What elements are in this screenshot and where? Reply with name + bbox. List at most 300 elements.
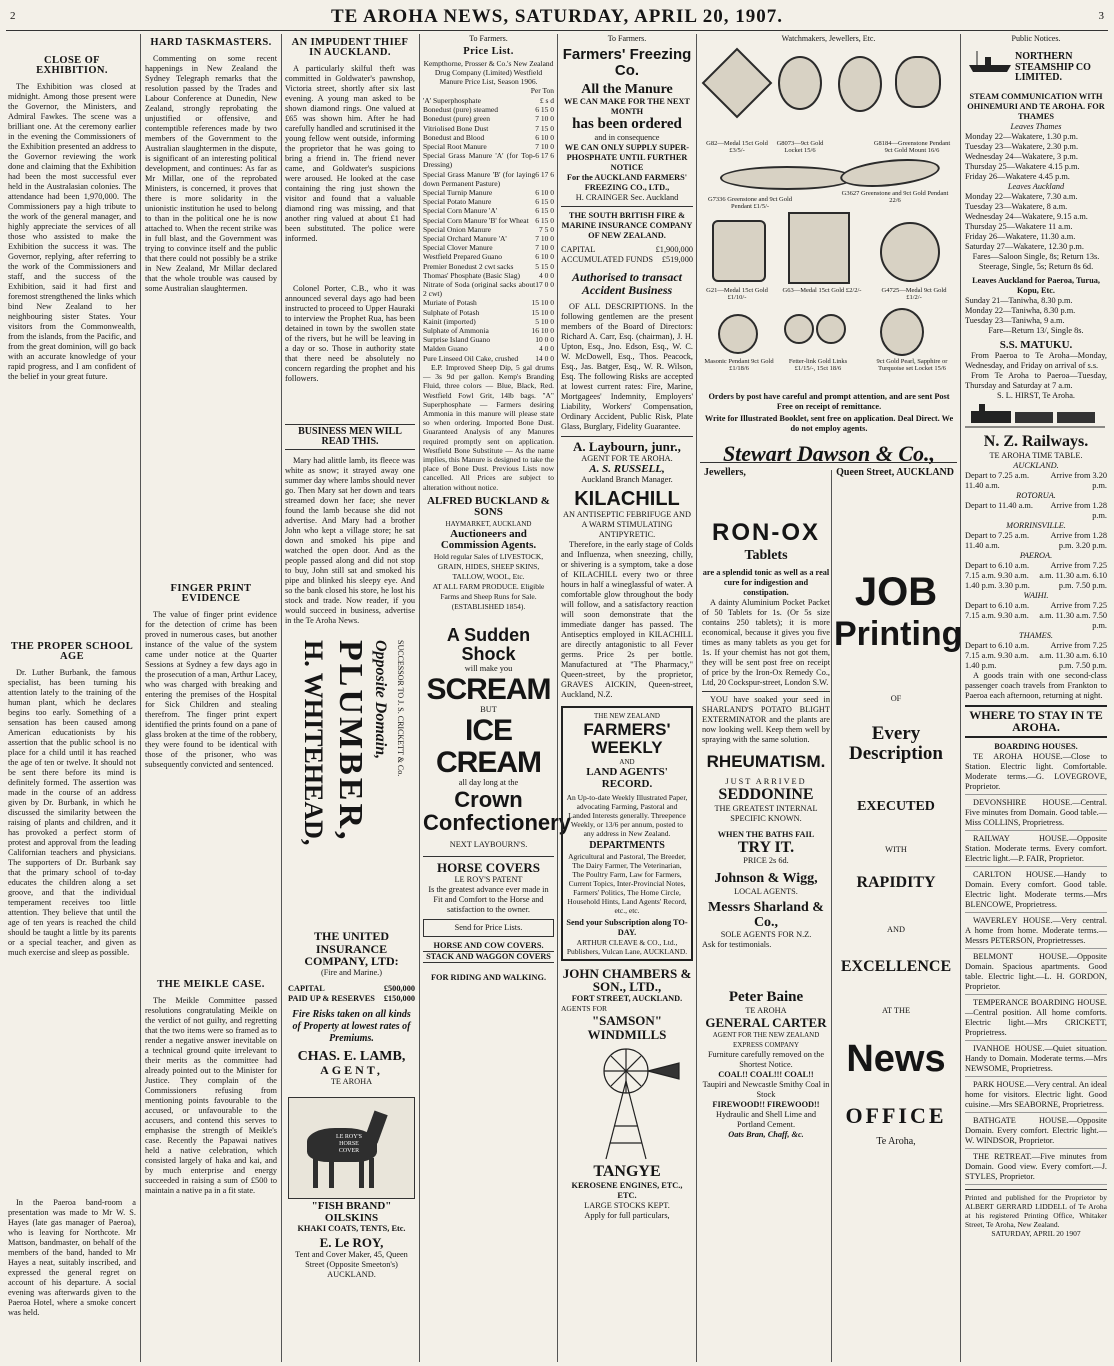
lamb-name: CHAS. E. LAMB, xyxy=(297,1048,406,1064)
column-5 xyxy=(561,34,693,1359)
locket-icon xyxy=(838,56,882,112)
boarding-house-entry: BELMONT HOUSE.—Opposite Domain. Spacious apartments. Good table. Electric light.—L. H. GORDON, Proprietor. xyxy=(965,952,1107,995)
fw-dept-text: Agricultural and Pastoral, The Breeder, The Dairy Farmer, The Veterinarian, The Poultry Farm, Law for Farmers, Current Topics, Inter-Provincial Notes, Farmers' Politics, The Home Circle, Household Hints, Land Agents' Record, etc., etc. xyxy=(567,851,687,915)
boarding-house-entry: BATHGATE HOUSE.—Opposite Domain. Every comfort. Electric light.—W. WINDSOR, Proprietor. xyxy=(965,1116,1107,1149)
price-row xyxy=(423,133,554,142)
price-row xyxy=(423,170,554,188)
fish-brand: "FISH BRAND" OILSKINS xyxy=(311,1200,392,1224)
boarding-house-list xyxy=(965,752,1107,1185)
article-text: Mary had alittle lamb, its fleece was white as snow; it strayed away one summer day where lambs should never go. Then Mary sat her down and tears streamed down her face; she never found the lamb because she did not advertise. And Mary had a brother John who kept a village store; he sat down and smoked his pipe and watched the open door. And as the people passed along and did not stop to buy, John still sat and smoked his pipe and blinked his sleepy eye. And so the bank closed his store, he lost his stock and trade. Now reader, if you would succeed in business, advertise in the Te Aroha News. xyxy=(285,456,415,625)
johnson-wigg-role: LOCAL AGENTS. xyxy=(734,887,798,896)
rail-row xyxy=(965,501,1107,521)
price-row xyxy=(423,344,554,353)
price-value: 5 10 0 xyxy=(535,316,554,326)
column-2 xyxy=(145,34,277,1359)
column-heading: Watchmakers, Jewellers, Etc. xyxy=(781,34,876,43)
jewel-label: G4725—Medal 9ct Gold £1/2/- xyxy=(881,287,947,301)
horse-text: Is the greatest advance ever made in Fit and Comfort to the Horse and satisfaction to the owner. xyxy=(428,885,549,915)
price-value: 6 17 6 xyxy=(535,169,554,179)
boarding-house-entry: TE AROHA HOUSE.—Close to Station. Electric light. Comfortable. Moderate terms.—G. LOVEGROVE, Proprietor. xyxy=(965,752,1107,795)
article-heading: BUSINESS MEN WILL READ THIS. xyxy=(285,424,415,450)
windmill-tail xyxy=(648,1063,679,1079)
whitehead-trade: PLUMBER, xyxy=(332,640,369,843)
price-item: Special Root Manure xyxy=(423,142,487,152)
horse-patent: LE ROY'S PATENT xyxy=(454,875,523,885)
rapidity-text: RAPIDITY xyxy=(856,873,936,891)
freezing-line: and in consequence xyxy=(594,132,660,142)
rail-arrive: Arrive from 3.20 p.m. xyxy=(1050,470,1107,490)
office-text: OFFICE xyxy=(845,1103,947,1129)
fares-text: Fares—Saloon Single, 8s; Return 13s. Steerage, Single, 5s; Return 8s 6d. xyxy=(972,251,1100,271)
price-text: PRICE 2s 6d. xyxy=(743,856,789,866)
rail-place: MORRINSVILLE. xyxy=(1006,520,1066,530)
risks-text: Fire Risks taken on all kinds of Property at lowest rates of Premiums. xyxy=(292,1008,411,1044)
schedule-row: Wednesday 24—Wakatere, 9.15 a.m. xyxy=(965,211,1088,221)
price-item: Sulphate of Potash xyxy=(423,307,480,317)
where-to-stay: WHERE TO STAY IN TE AROHA. xyxy=(965,705,1107,738)
schedule-row: Thursday 25—Wakatere 11 a.m. xyxy=(965,221,1073,231)
article-heading: CLOSE OF EXHIBITION. xyxy=(36,55,108,76)
page-number-left: 2 xyxy=(10,10,16,22)
price-value: 7 10 0 xyxy=(535,142,554,152)
jewel-label: G21—Medal 15ct Gold £1/10/- xyxy=(706,287,768,301)
executed-text: EXECUTED xyxy=(857,798,935,814)
boarding-house-entry: CARLTON HOUSE.—Handy to Domain. Every comfort. Good table. Electric light. Moderate terms.—Mrs BLENCOWE, Proprietress. xyxy=(965,870,1107,913)
write-text: Write for Illustrated Booklet, sent free on application. Deal Direct. We do not employ agents. xyxy=(704,414,954,433)
samson-windmills: "SAMSON" WINDMILLS xyxy=(587,1012,667,1042)
scream-text: SCREAM xyxy=(426,672,551,706)
article-text: Colonel Porter, C.B., who it was announced several days ago had been instructed to proceed to Upper Hauraki to interview the Prophet Rua, has been detained in town by the swollen state of the rivers, but he will be leaving in a day or so. Those in authority state that there need be absolutely no concern regarding the prophet and his followers. xyxy=(285,284,415,383)
sharland-ad: YOU have soaked your seed in SHARLAND'S POTATO BLIGHT EXTERMINATOR and the plants are now looking well. Keep them well by spraying with the same solution. xyxy=(702,691,830,745)
sb-capital-row xyxy=(561,245,693,255)
price-item: Special Grass Manure 'A' (for Top-Dressing) xyxy=(423,151,536,170)
tangye-subtitle: KEROSENE ENGINES, ETC., ETC. xyxy=(571,1180,683,1200)
article-text: Commenting on some recent happenings in New Zealand the Sydney Telegraph remarks that the resolution passed by the Trades and Labour Conference at Dunedin, New Zealand, strongly reprobating the unjustified or offensive, and contemptible references made by two members of the Government to the Australian slaughtermen in the dispute, is significant of an interesting political development, and continues: As far as Mr Millar, one of the reprobated Ministers, is concerned, it proves that there is more solidarity in the unionistic institution he used to belong to than in the political one he is now attached to. When the recent strike was in full blast, and the Government was trying to convince itself and the public that there could not possibly be a strike in New Zealand, Mr Millar declared that the whole trouble was caused by some Australian slaughtermen. xyxy=(145,54,277,293)
price-item: Special Turnip Manure xyxy=(423,188,493,198)
section-rule xyxy=(700,462,957,463)
goods-train-text: A goods train with one second-class passenger coach travels from Frankton to Paeroa each afternoon, returning at night. xyxy=(965,670,1107,700)
railways-title: N. Z. Railways. xyxy=(983,433,1089,451)
ronox-subtitle: are a splendid tonic as well as a real cure for indigestion and constipation. xyxy=(702,567,830,597)
rail-arrive: Arrive from 7.25 a.m. 11.30 a.m. 6.10 p.m. 7.50 p.m. xyxy=(1039,640,1107,670)
column-heading: Public Notices. xyxy=(1011,34,1061,43)
price-value: 6 17 6 xyxy=(535,151,554,161)
of-text: OF xyxy=(890,694,902,703)
riding-walking: FOR RIDING AND WALKING. xyxy=(430,973,547,983)
link-icon xyxy=(784,314,814,344)
capital-label: CAPITAL xyxy=(288,983,325,993)
price-item: Westfield Prepared Guano xyxy=(423,252,502,262)
stack-covers: STACK AND WAGGON COVERS xyxy=(423,952,554,963)
price-row xyxy=(423,142,554,151)
price-item: Surprise Island Guano xyxy=(423,335,491,345)
rail-arrive: Arrive from 7.25 a.m. 11.30 a.m. 7.50 p.m. xyxy=(1039,600,1107,630)
carter-subtitle: AGENT FOR THE NEW ZEALAND EXPRESS COMPANY xyxy=(712,1030,820,1049)
capital-row xyxy=(288,984,415,994)
schedule-row: Friday 26—Wakatere 4.45 p.m. xyxy=(965,171,1070,181)
fw-send: Send your Subscription along TO-DAY. xyxy=(566,917,688,937)
horse-cow-covers: HORSE AND COW COVERS. xyxy=(423,941,554,952)
schedule-row: Saturday 27—Wakatere, 12.30 p.m. xyxy=(965,241,1084,251)
column-heading: To Farmers. xyxy=(607,34,647,43)
price-item: Muriate of Potash xyxy=(423,298,477,308)
price-value: 15 10 0 xyxy=(531,298,554,308)
imprint: Printed and published for the Proprietor by ALBERT GERRARD LIDDELL of Te Aroha at his registered Printing Office, Whitaker Street, Te Aroha, New Zealand. xyxy=(965,1189,1107,1229)
price-value: 6 15 0 xyxy=(535,206,554,216)
buckland-produce: AT ALL FARM PRODUCE. Eligible Farms and Sheep Runs for Sale. (ESTABLISHED 1854). xyxy=(432,581,545,611)
matuku-text: From Paeroa to Te Aroha—Monday, Wednesday, and Friday on arrival of s.s. xyxy=(965,351,1107,371)
freezing-line: For the AUCKLAND FARMERS' FREEZING CO., LTD., xyxy=(566,172,688,192)
jewel-label: 9ct Gold Pearl, Sapphire or Turquoise set Locket 15/6 xyxy=(876,358,948,372)
seddonine: SEDDONINE xyxy=(718,785,814,803)
sb-text: OF ALL DESCRIPTIONS. In the following gentlemen are the present members of the Board of Directors: Richard A. Carr, Esq. (chairman), J. H. Upton, Esq., Jno. Edson, Esq., W. C. W. McDowell, Esq., Thos. Peacock, Esq., Jas. Batger, Esq., W. R. Wilson, Esq. The following Risks are accepted at lowest current rates: Fire, Marine, Mortgagees' Indemnity, Employers' Liability, Workers' Compensation, Ordinary Accident, Public Risk, Plate Glass, Burglary, Fidelity Guarantee. xyxy=(561,302,693,432)
freezing-line: has been ordered xyxy=(572,116,682,133)
imprint-date: SATURDAY, APRIL 20 1907 xyxy=(991,1229,1081,1239)
sb-capital-value: £1,900,000 xyxy=(655,244,693,254)
paeroa-heading: Leaves Auckland for Paeroa, Turua, Kopu, Etc. xyxy=(972,275,1100,295)
leaves-thames: Leaves Thames xyxy=(1010,121,1062,131)
sb-authorised: Authorised to transact Accident Business xyxy=(571,269,683,297)
schedule-row: Monday 22—Wakatere, 1.30 p.m. xyxy=(965,131,1078,141)
horse-cover-illustration xyxy=(288,1097,415,1199)
column-divider xyxy=(281,34,282,1362)
sb-funds-value: £519,000 xyxy=(661,254,693,264)
article-heading: HARD TASKMASTERS. xyxy=(150,37,272,48)
price-list-title: Price List. xyxy=(463,46,514,57)
price-value: 7 10 0 xyxy=(535,234,554,244)
boarding-house-entry: TEMPERANCE BOARDING HOUSE.—Central position. All home comforts. Electric light.—Mrs CRICKETT, Proprietress. xyxy=(965,998,1107,1041)
job-printing-ad xyxy=(834,570,963,1360)
chambers-street: FORT STREET, AUCKLAND. xyxy=(571,993,683,1003)
lamb-location: TE AROHA xyxy=(330,1077,373,1087)
masthead xyxy=(0,0,1114,30)
horse-covers-title: HORSE COVERS xyxy=(423,856,554,875)
rail-place: WAIHI. xyxy=(1023,590,1049,600)
printing-title: Printing xyxy=(834,615,963,653)
price-notes: E.P. Improved Sheep Dip, 5 gal drums — 3s 9d per gallon. Kemp's Branding Fluid, three colors — Blue, Black, Red. Westfield Fowl Grit, 14lb bags. "A" Superphosphate — Farmers desiring Ammonia in this manure will please state so when ordering. Imported Bone Dust. Guaranteed Analysis of any Manures required promptly sent on application. Westfield Bone Substitute — As the name implies, this Manure is designed to take the place of Bone Dust. Previous Lists now cancelled. All Prices are subject to alteration without notice. xyxy=(423,362,554,492)
rail-row xyxy=(965,471,1107,491)
farmers-weekly-ad xyxy=(561,706,693,960)
paidup-row xyxy=(288,994,415,1004)
article-text: The value of finger print evidence for the detection of crime has been proved in numerous cases, but another instance of the value of the system came under notice at the Quarter Sessions at Sydney a few days ago in the prosecution of a man, Arthur Lacey, who was charged with breaking and entering the premises of the Hospital for Sick Children and stealing therefrom. The finger print expert identified the prints found on a pane of glass broken at the time of the robbery, they were found to be identical with those of the prisoner, who was subsequently convicted and sentenced. xyxy=(145,610,277,769)
united-subtitle: (Fire and Marine.) xyxy=(320,967,383,977)
just-arrived: JUST ARRIVED xyxy=(725,776,807,786)
paidup-label: PAID UP & RESERVES xyxy=(288,993,375,1003)
rail-arrive: Arrive from 1.28 p.m. xyxy=(1050,500,1107,520)
coal-text: COAL!! COAL!!! COAL!! xyxy=(718,1069,814,1079)
schedule-row: Tuesday 23—Wakatere, 2.30 p.m. xyxy=(965,141,1079,151)
article-text: A particularly skilful theft was committed in Goldwater's pawnshop, Victoria street, shortly after six last evening. A young man asked to be shown diamond rings. One valued at £65 was shown him. After he had carefully handled and scrutinised it the young fellow went outside, informing the proprietor that he was going to bring a friend in. The friend never came, and Goldwater's suspicions were aroused. He looked at the case containing the ring just shown the visitor and found that a valuable diamond ring was missing, and that another ring valued at about £1 had been substituted. The police were informed. xyxy=(285,64,415,243)
horse-leg xyxy=(329,1158,334,1188)
oats-text: Oats Bran, Chaff, &c. xyxy=(728,1129,804,1139)
freezing-line: All the Manure xyxy=(581,81,673,97)
with-text: WITH xyxy=(885,844,907,854)
jewel-label: G8073—9ct Gold Locket 15/6 xyxy=(776,140,824,154)
boarding-houses: BOARDING HOUSES. xyxy=(994,742,1078,752)
price-value: 14 0 0 xyxy=(535,353,554,363)
price-value: 6 15 0 xyxy=(535,105,554,115)
baths-fail: WHEN THE BATHS FAIL xyxy=(717,829,815,839)
article-heading: FINGER PRINT EVIDENCE xyxy=(170,583,252,604)
whitehead-successor: SUCCESSOR TO J. S. CRICKETT & Co. xyxy=(396,640,405,777)
united-insurance-ad xyxy=(288,930,415,1360)
stewart-dawson-footer xyxy=(704,468,954,478)
general-carter: GENERAL CARTER xyxy=(705,1015,827,1031)
greatest-specific: THE GREATEST INTERNAL SPECIFIC KNOWN. xyxy=(714,803,818,823)
price-value: 4 0 0 xyxy=(539,270,554,280)
price-item: Kainit (imported) xyxy=(423,316,476,326)
boarding-house-entry: WAVERLEY HOUSE.—Very central. A home from home. Moderate terms.—Messrs PETERSON, Proprietresses. xyxy=(965,916,1107,949)
schedule-row: Sunday 21—Taniwha, 8.30 p.m. xyxy=(965,295,1073,305)
price-item: Pure Linseed Oil Cake, crushed xyxy=(423,353,519,363)
column-heading: To Farmers. xyxy=(469,34,508,43)
article-text: Dr. Luther Burbank, the famous specialist, has been turning his attention lately to the training of the human plant, which he declares begins too early. Something of a sensation has been caused among American educationists by his assertion that the public school is no place for a child until it has reached the age of ten or twelve. It should not be sent there before its mind is definitely formed. The assertion was made in the course of an address given by Dr. Burbank, in which he discussed the similarity between the raising of plants and children, and it has provoked a perfect storm of protest and approval from the leading Californian teachers and physicians. The supporters of Dr. Burbank say that the primary school of to-day educates the children along a set groove, and that the individual temperament receives too little attention. They believe that until the age of ten years is reached the child should be taught a little by its parents or a special teacher, and given as much exercise and sleep as possible. xyxy=(8,668,136,957)
buckland-text: Hold regular Sales of LIVESTOCK, GRAIN, HIDES, SHEEP SKINS, TALLOW, WOOL, Etc. xyxy=(433,551,544,581)
price-unit: Per Ton xyxy=(530,86,554,95)
article-heading: THE MEIKLE CASE. xyxy=(157,979,265,990)
column-6-left xyxy=(702,520,830,1360)
fare-text: Fare—Return 13/, Single 8s. xyxy=(988,325,1084,335)
boarding-house-entry: DEVONSHIRE HOUSE.—Central. Five minutes from Domain. Good table.—Miss COLLINS, Proprietress. xyxy=(965,798,1107,831)
locomotive-body xyxy=(971,411,1011,423)
price-row xyxy=(423,234,554,243)
crown-confectionery: Crown Confectionery xyxy=(423,787,571,836)
thames-schedule xyxy=(965,132,1107,182)
price-value: 5 15 0 xyxy=(535,261,554,271)
whitehead-location: Opposite Domain, xyxy=(372,640,389,760)
price-value: 17 0 0 xyxy=(535,280,554,290)
column-divider xyxy=(696,34,697,1362)
kilachill-text: Therefore, in the early stage of Colds and Influenza, when sneezing, chilly, or shivering is a symptom, take a dose of KILACHILL every two or three hours in half a wineglassful of water. A comfortable glow throughout the body will follow, and a satisfactory reaction will soon demonstrate that the immediate danger has passed. The Antiseptics employed in KILACHILL are directly antagonistic to all Fever germs. Price 2s per bottle. Manufactured at "The Pharmacy," Queen-street, by the proprietor, GRAVES AICKIN, Queen-street, Auckland, N.Z. xyxy=(561,540,693,700)
price-item: Vitriolised Bone Dust xyxy=(423,123,489,133)
capital-value: £500,000 xyxy=(383,983,415,993)
price-value: £ s d xyxy=(539,96,554,105)
locket-icon xyxy=(778,56,822,110)
russell-role: Auckland Branch Manager. xyxy=(581,475,673,485)
rail-depart: Depart to 7.25 a.m. 11.40 a.m. xyxy=(965,470,1030,490)
horse-cover-caption: LE ROY'S HORSE COVER xyxy=(336,1134,362,1155)
carriage xyxy=(1015,412,1053,423)
price-row xyxy=(423,124,554,133)
newspaper-title: TE AROHA NEWS, SATURDAY, APRIL 20, 1907. xyxy=(330,6,784,27)
fw-top: THE NEW ZEALAND xyxy=(594,712,660,721)
column-divider xyxy=(557,34,558,1362)
buckland-place: HAYMARKET, AUCKLAND xyxy=(445,519,532,528)
column-divider xyxy=(419,34,420,1362)
price-list xyxy=(423,96,554,363)
baine-name: Peter Baine xyxy=(728,989,804,1006)
scream-but: BUT xyxy=(480,705,497,715)
rail-arrive: Arrive from 1.28 p.m. 3.20 p.m. xyxy=(1050,530,1107,550)
price-row xyxy=(423,280,554,298)
price-row xyxy=(423,243,554,252)
article-text: The Exhibition was closed at midnight. Among those present were the Governor, the Ministers, and Admiral Fawkes. The scene was a brilliant one. At the ceremony earlier in the evening the Commissioners of the Exhibition presented an address to the Governor reviewing the work done and claiming that the Exhibition had been the most successful ever held in the Australasian colonies. The attendance had been 1,970,000. The Commissioners pay a high tribute to the work of the general manager, and highly appreciate the services of all those who assisted to make the Exhibition the success it was. The Governor, replying, after referring to the work of the Commissioners and staff, and the success of the Exhibition, said it had first and foremost strengthened the links which bind New Zealand to her neighbouring sister States. Your visitors from the Commonwealth, from the islands, from the Pacific, and from the great dominion, will go back with an accurate knowledge of your rapid progress, and I am confident of the belief in your great future. xyxy=(8,82,136,381)
boarding-house-entry: IVANHOE HOUSE.—Quiet situation. Handy to Domain. Moderate terms.—Mrs NEWSOME, Proprietress. xyxy=(965,1044,1107,1077)
leroy-address: Tent and Cover Maker, 45, Queen Street (Opposite Smeeton's) AUCKLAND. xyxy=(295,1249,408,1279)
freezing-line: WE CAN MAKE FOR THE NEXT MONTH xyxy=(564,97,690,117)
steamship-title: NORTHERN STEAMSHIP CO LIMITED. xyxy=(1015,51,1091,83)
orders-text: Orders by post have careful and prompt attention, and are sent Post Free on receipt of remittance. xyxy=(708,392,950,411)
rail-place: ROTORUA. xyxy=(1016,490,1056,500)
horse-leg xyxy=(369,1158,374,1188)
price-item: Nitrate of Soda (original sacks about 2 cwt) xyxy=(423,280,536,299)
buckland-name: ALFRED BUCKLAND & SONS xyxy=(427,494,550,519)
ship-hull xyxy=(969,65,1011,72)
fw-subtitle: LAND AGENTS' RECORD. xyxy=(586,766,668,790)
schedule-row: Thursday 25—Wakatere 4.15 p.m. xyxy=(965,161,1080,171)
and-text: AND xyxy=(887,925,905,935)
column-7 xyxy=(965,34,1107,1359)
article-heading: AN IMPUDENT THIEF IN AUCKLAND. xyxy=(291,37,409,58)
sb-capital-label: CAPITAL xyxy=(561,244,596,254)
article-text: The Meikle Committee passed resolutions congratulating Meikle on the verdict of not guilty, and regretting that the two items were so framed as to render a negative answer inevitable on a technical ground quite irrelevant to their merits as the committee had already pointed out to the Minister for Justice. They complain of the Commissioners refusing from mentioning points favourable to the accused, or unfavourable to the accusers, and contend this serves to emphasise the strength of Meikle's case. Recently the Papawai natives held a native celebration, which consisted largely of haka and kai, and by much enterprise and energy succeeded in raising a sum of £500 to maintain a native pa in a fit state. xyxy=(145,996,277,1195)
stewart-dawson-name: Stewart Dawson & Co., xyxy=(722,441,936,466)
price-value: 6 10 0 xyxy=(535,132,554,142)
rail-row xyxy=(965,601,1107,631)
matuku-return: From Te Aroha to Paeroa—Tuesday, Thursday and Saturday at 7 a.m. xyxy=(965,371,1107,391)
price-value: 7 15 0 xyxy=(535,123,554,133)
price-row xyxy=(423,262,554,271)
rail-row xyxy=(965,531,1107,551)
rheumatism-title: RHEUMATISM. xyxy=(706,751,826,771)
price-row xyxy=(423,271,554,280)
windmill-illustration xyxy=(561,1041,691,1161)
sd-address: Queen Street, AUCKLAND xyxy=(836,467,954,478)
jewel-label: G63—Medal 15ct Gold £2/2/- xyxy=(782,287,862,294)
price-item: Special Onion Manure xyxy=(423,224,491,234)
cement-text: Hydraulic and Shell Lime and Portland Cement. xyxy=(716,1109,816,1129)
rail-place: PAEROA. xyxy=(1019,550,1053,560)
price-value: 4 0 0 xyxy=(539,344,554,354)
laybourn-role: AGENT FOR TE AROHA. xyxy=(581,453,673,463)
job-title: JOB xyxy=(854,570,938,614)
timetable-title: TE AROHA TIME TABLE. xyxy=(989,450,1083,460)
ronox-text: A dainty Aluminium Pocket Packet of 50 Tablets for 1s. (Or 5s size contains 250 tablets); it is more economical, because it gives you five times as many tablets as you get for 1s. If your chemist has not got them, they will be sent post free on receipt of price by the Iron-Ox Remedy Co., Ltd, 20 Cockspur-street, London S.W. xyxy=(702,597,830,687)
column-divider xyxy=(960,34,961,1362)
ice-cream-text: ICE CREAM xyxy=(436,714,541,779)
lamb-role: AGENT, xyxy=(320,1063,383,1078)
price-item: Special Orchard Manure 'A' xyxy=(423,234,507,244)
schedule-row: Friday 26—Wakatere, 11.30 a.m. xyxy=(965,231,1076,241)
boarding-house-entry: RAILWAY HOUSE.—Opposite Station. Moderate terms. Every comfort. Electric light.—P. FAIR, Proprietor. xyxy=(965,834,1107,867)
rail-place: THAMES. xyxy=(1019,630,1053,640)
price-row xyxy=(423,105,554,114)
rail-arrive: Arrive from 7.25 a.m. 11.30 a.m. 6.10 p.m. 7.50 p.m. xyxy=(1039,560,1107,590)
buckland-role: Auctioneers and Commission Agents. xyxy=(440,527,537,552)
greenstone-pendant-icon xyxy=(720,166,854,190)
price-value: 7 5 0 xyxy=(539,224,554,234)
at-the-text: AT THE xyxy=(881,1006,911,1016)
column-4 xyxy=(423,34,571,1359)
price-row xyxy=(423,252,554,261)
locket-icon xyxy=(880,308,924,356)
price-item: Special Clover Manure xyxy=(423,243,493,253)
crown-subtitle: NEXT LAYBOURN'S. xyxy=(449,840,528,850)
horse-leg xyxy=(313,1158,318,1188)
ask-testimonials: Ask for testimonials. xyxy=(702,940,772,950)
price-value: 6 10 0 xyxy=(535,252,554,262)
carriage xyxy=(1057,412,1095,423)
pendant-icon xyxy=(895,56,941,108)
stewart-dawson-ad xyxy=(704,392,954,478)
try-it: TRY IT. xyxy=(737,838,795,856)
hirst-signature: S. L. HIRST, Te Aroha. xyxy=(997,391,1075,401)
link-icon xyxy=(816,314,846,344)
schedule-row: Tuesday 23—Taniwha, 9 a.m. xyxy=(965,315,1065,325)
price-list-subtitle: Kempthorne, Prosser & Co.'s New Zealand Drug Company (Limited) Westfield Manure Price List, Season 1906. xyxy=(423,59,554,86)
khaki-coats: KHAKI COATS, TENTS, Etc. xyxy=(297,1224,406,1234)
jewel-label: G82—Medal 15ct Gold £3/5/- xyxy=(706,140,768,154)
rail-depart: Depart to 6.10 a.m. 7.15 a.m. 9.30 a.m. 1.40 p.m. xyxy=(965,640,1030,670)
coal-subtitle: Taupiri and Newcastle Smithy Coal in Stock xyxy=(702,1079,830,1099)
jewel-label: G8184—Greenstone Pendant 9ct Gold Mount 16/6 xyxy=(873,140,951,154)
firewood-text: FIREWOOD!! FIREWOOD!! xyxy=(712,1099,820,1109)
whitehead-name: H. WHITEHEAD, xyxy=(299,640,328,846)
send-price-list-button: Send for Price Lists. xyxy=(423,919,554,937)
masthead-rule xyxy=(6,30,1108,31)
article-text: In the Paeroa band-room a presentation was made to Mr W. S. Hayes (late gas manager of Paeroa), who is leaving for Northcote. Mr Mattson, bandmaster, on behalf of the members of the band, handed to Mr Hayes a neat, suitably inscribed, and expressed the general regret on account of his departure. A social evening was afterwards given to the Paeroa Hotel, where a smoke concert was held. xyxy=(8,1198,136,1317)
rail-depart: Depart to 7.25 a.m. 11.40 a.m. xyxy=(965,530,1030,550)
large-stocks: LARGE STOCKS KEPT. xyxy=(584,1200,670,1210)
price-item: Sulphate of Ammonia xyxy=(423,326,489,336)
price-item: Malden Guano xyxy=(423,344,468,354)
fw-publisher: ARTHUR CLEAVE & CO., Ltd., Publishers, Vulcan Lane, AUCKLAND. xyxy=(566,937,688,956)
price-item: Bonedust (pure) green xyxy=(423,114,491,124)
rail-place: AUCKLAND. xyxy=(1013,460,1059,470)
south-british-title: THE SOUTH BRITISH FIRE & MARINE INSURANCE COMPANY OF NEW ZEALAND. xyxy=(561,210,693,240)
steamship-subtitle: STEAM COMMUNICATION WITH OHINEMURI AND TE AROHA. FOR THAMES xyxy=(967,91,1105,121)
train-illustration xyxy=(965,401,1105,431)
shock-subtitle: will make you xyxy=(464,663,513,673)
price-row xyxy=(423,206,554,215)
jewel-label: Masonic Pendant 9ct Gold £1/18/6 xyxy=(704,358,774,372)
rail-timetable xyxy=(965,461,1107,671)
jewel-label: Fetter-link Gold Links £1/15/-, 15ct 18/6 xyxy=(788,358,848,372)
fw-title: FARMERS' WEEKLY xyxy=(583,720,671,758)
schedule-row: Wednesday 24—Wakatere, 3 p.m. xyxy=(965,151,1078,161)
page-number-right: 3 xyxy=(1098,10,1104,22)
column-divider xyxy=(831,470,832,1362)
chambers-name: JOHN CHAMBERS & SON., LTD., xyxy=(562,965,692,995)
price-value: 16 10 0 xyxy=(531,326,554,336)
price-row xyxy=(423,216,554,225)
price-item: Special Potato Manure xyxy=(423,197,492,207)
boarding-house-entry: PARK HOUSE.—Very central. An ideal home for visitors. Electric light. Good cuisine.—Mrs SEABORNE, Proprietress. xyxy=(965,1080,1107,1113)
price-item: Special Corn Manure 'A' xyxy=(423,206,498,216)
schedule-row: Monday 22—Taniwha, 8.30 p.m. xyxy=(965,305,1076,315)
column-1 xyxy=(8,34,136,1359)
price-value: 7 10 0 xyxy=(535,114,554,124)
paeroa-schedule xyxy=(965,296,1107,326)
price-row xyxy=(423,188,554,197)
fw-text: An Up-to-date Weekly Illustrated Paper, advocating Farming, Pastoral and Landed Interests generally. Threepence Weekly, or 13/6 per annum, posted to any address in New Zealand. xyxy=(566,793,688,839)
freezing-line: WE CAN ONLY SUPPLY SUPER-PHOSPHATE UNTIL FURTHER NOTICE xyxy=(564,142,690,172)
medal-icon xyxy=(712,220,766,282)
furniture-text: Furniture carefully removed on the Shortest Notice. xyxy=(707,1049,825,1069)
sb-funds-row xyxy=(561,255,693,265)
price-value: 6 10 0 xyxy=(535,188,554,198)
freezing-co-title: Farmers' Freezing Co. xyxy=(562,46,692,79)
horse-leg xyxy=(359,1158,364,1188)
sharland-co: Messrs Sharland & Co., xyxy=(708,900,824,930)
sd-role: Jewellers, xyxy=(704,467,746,478)
fw-and: AND xyxy=(619,758,635,766)
kilachill-subtitle: AN ANTISEPTIC FEBRIFUGE AND A WARM STIMULATING ANTIPYRETIC. xyxy=(563,510,691,540)
article-heading: THE PROPER SCHOOL AGE xyxy=(10,641,134,662)
column-divider xyxy=(140,34,141,1362)
kilachill-title: KILACHILL xyxy=(574,488,680,511)
price-value: 6 15 0 xyxy=(535,215,554,225)
